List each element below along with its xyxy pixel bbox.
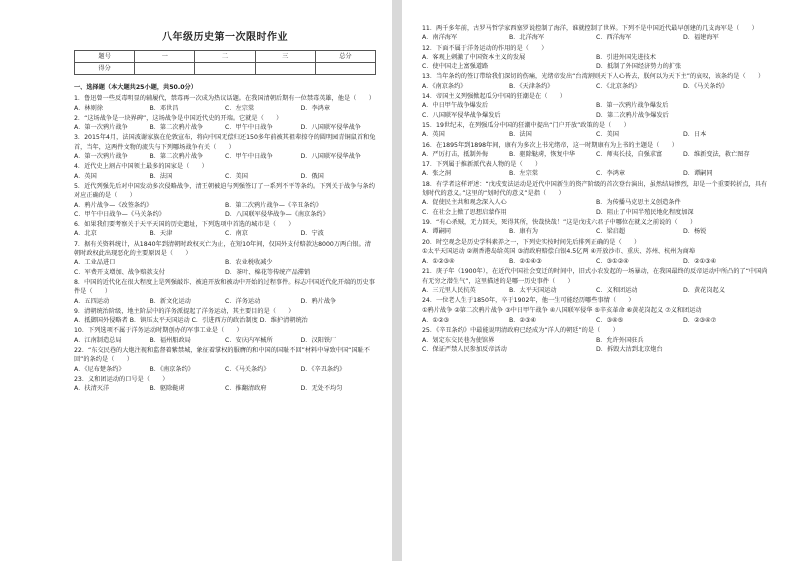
question-stem: 6．如果我们要考察关于天平天国的历史遗址，下列选项中首选的城市是（ ） — [74, 221, 295, 229]
answer-option[interactable]: A．第一次鸦片战争 — [74, 124, 128, 132]
answer-option[interactable]: A．严厉打击，抵制外侮 — [422, 150, 489, 158]
score-table-cell: 三 — [255, 51, 315, 63]
answer-option[interactable]: D．俄国 — [300, 172, 324, 180]
answer-option[interactable]: B．法国 — [149, 172, 173, 180]
question-stem: 7．据有关资料统计，从1840年到清朝时政权灭亡为止，在短10年间，仅国外支付赔款达8000万两白银。清朝时政权此出现恶化的主要原因是（ ） — [74, 240, 371, 258]
answer-options — [422, 130, 770, 139]
answer-options — [422, 150, 770, 159]
answer-option[interactable]: C．八国联军侵华战争爆发后 — [422, 111, 501, 119]
score-input-cell[interactable] — [315, 63, 375, 75]
answer-option[interactable]: B．《南京条约》 — [149, 365, 194, 373]
question-stem: 21．庚子年（1900年），在近代中国社会变迁的时间中，旧式小农发起的一场暴动，在我国最终的反帝运动中所凸的了“中国尚有无穷之潜生气”，这里描述的是哪一历史事件（ ） — [422, 268, 768, 285]
score-table-cell: 总分 — [315, 51, 375, 63]
answer-option[interactable]: B．第二次鸦片战争 — [149, 153, 204, 161]
answer-options — [74, 172, 376, 181]
score-table-cell: 一 — [135, 51, 195, 63]
score-table-header-row — [75, 51, 376, 63]
answer-option[interactable]: C．③④⑤ — [596, 316, 624, 324]
right-page — [402, 0, 794, 561]
answer-option[interactable]: B．引进外国先进技术 — [596, 53, 656, 61]
question-stem: 19．“有心杀贼，无力回天，死得其所，快哉快哉！”这是戊戌六君子中哪位在就义之前说的（ ） — [422, 218, 697, 226]
answer-option[interactable]: A．南洋海军 — [422, 34, 458, 42]
answer-option[interactable]: C．《马关条约》 — [225, 365, 270, 373]
answer-option[interactable]: C．美国 — [225, 172, 248, 180]
answer-option[interactable]: D．宁波 — [300, 230, 324, 238]
answer-option[interactable]: C．南京 — [225, 230, 248, 238]
score-table-cell: 二 — [195, 51, 255, 63]
question-stem: 18．有学者这样评述：“戊戌变法运动是近代中国新生的资产阶级的首次登台演出，虽然结局惨烈，却是一个重要转折点，具有划时代的意义。”这里的“划时代的意义”是指（ ） — [422, 180, 768, 198]
answer-option[interactable]: B．左宗棠 — [509, 170, 538, 178]
answer-option[interactable]: C．师夷长技，自强求富 — [596, 150, 663, 158]
left-page — [0, 0, 392, 561]
answer-option[interactable]: A．第一次鸦片战争 — [74, 153, 128, 161]
answer-options — [422, 101, 770, 120]
answer-options — [74, 384, 376, 393]
answer-options — [422, 198, 770, 217]
score-table — [74, 50, 376, 75]
answer-option[interactable]: A．中日甲午战争爆发后 — [422, 102, 489, 110]
answer-options — [74, 365, 376, 374]
answer-option[interactable]: B．第二次鸦片战争—《辛丑条约》 — [225, 201, 323, 209]
question-stem: 17．下列属于推新派代表人物的是（ ） — [422, 161, 542, 169]
answer-option[interactable]: D．杨锐 — [683, 228, 707, 236]
answer-options — [74, 297, 376, 306]
question-stem: 8．中国的近代化在很大程度上是列强敲诈、被迫开放和被动中开始的过程事件。标志中国近代化开端的历史事件是（ ） — [74, 278, 375, 296]
answer-option[interactable]: C．梁启超 — [596, 228, 626, 236]
answer-option[interactable]: D．八国联军侵华战争—《南京条约》 — [225, 210, 329, 218]
answer-option[interactable]: B．为传播马克思主义创造条件 — [596, 199, 681, 207]
answer-options — [74, 336, 376, 345]
answer-option[interactable]: B．太平天国运动 — [509, 287, 557, 295]
answer-option[interactable]: D．②③④⑦ — [683, 316, 717, 324]
answer-option[interactable]: C．在社会上掀了思想启蒙作用 — [422, 208, 507, 216]
answer-option[interactable]: C．左宗棠 — [225, 104, 255, 112]
answer-option[interactable]: A．促使民主共和观念深入人心 — [422, 199, 507, 207]
answer-options — [74, 104, 376, 113]
answer-option[interactable]: C．推翻清政府 — [225, 385, 267, 393]
score-table-cell: 得分 — [75, 63, 135, 75]
answer-option[interactable]: B．《天津条约》 — [509, 82, 554, 90]
answer-options — [422, 33, 770, 42]
answer-options — [422, 286, 770, 295]
score-input-cell[interactable] — [255, 63, 315, 75]
answer-option[interactable]: C．甲午中日战争—《马关条约》 — [74, 210, 165, 218]
question-stem: 2．“这场战争是一块界碑”，这场战争是中国近代史的开端。它就是（ ） — [74, 114, 283, 122]
answer-option[interactable]: A．北京 — [74, 230, 97, 238]
answer-option[interactable]: C．军费开支增加、战争赔款支付 — [74, 268, 165, 276]
answer-option[interactable]: D．②①③④ — [683, 258, 717, 266]
question-list — [74, 94, 376, 393]
answer-option[interactable]: D．阻止了中国半殖民地化程度加深 — [596, 208, 694, 216]
answer-option[interactable]: D．八国联军侵华战争 — [300, 153, 361, 161]
question-stem: 24．一位老人生于1850年，卒于1902年，他一生可能经历哪些事情（ ） — [422, 297, 635, 305]
answer-option[interactable]: C．《北京条约》 — [596, 82, 641, 90]
answer-option[interactable]: A．林则徐 — [74, 104, 103, 112]
question-stem: 5．近代列强先后对中国发动多次侵略战争，清王朝被迫与列强签订了一系列不平等条约。下列关于战争与条约对应正确的是（ ） — [74, 182, 375, 200]
question-stem: 12．下面不属于洋务运动的作用的是（ ） — [422, 44, 548, 52]
answer-option[interactable]: C．李鸿章 — [596, 170, 626, 178]
answer-option[interactable]: A．谭嗣同 — [422, 228, 451, 236]
answer-option[interactable]: A．抵御国外侵略者 B．镇压太平天国运动 C．引进西方的政治制度 D．维护清朝统治 — [74, 317, 308, 325]
answer-option[interactable]: A．三元里人民抗英 — [422, 287, 476, 295]
answer-option[interactable]: C．甲午中日战争 — [225, 153, 273, 161]
answer-option[interactable]: D．谭嗣同 — [683, 170, 713, 178]
answer-option[interactable]: C．西洋海军 — [596, 34, 632, 42]
answer-option[interactable]: D．茶叶、棉花等传统产品滞销 — [225, 268, 311, 276]
answer-options — [74, 201, 376, 220]
answer-option[interactable]: B．农业税收减少 — [225, 259, 273, 267]
question-stem: 13．当年条约的签订带给我们深切的伤痛，光绪帝发出“台湾割则天下人心皆去，朕何以为天下主”的哀叹，该条约是（ ） — [422, 73, 765, 81]
answer-option[interactable]: B．北洋海军 — [509, 34, 545, 42]
answer-option[interactable]: A．《尼布楚条约》 — [74, 365, 125, 373]
question-stem: 15．19世纪末，在列强瓜分中国的狂潮中提出“门户开放”政策的是（ ） — [422, 121, 630, 129]
answer-option[interactable]: D．拆毁大沽到北京炮台 — [596, 345, 663, 353]
question-stem: 9．清朝统治阶级，地主阶层中的洋务派提起了洋务运动，其主要目的是（ ） — [74, 307, 295, 315]
answer-option[interactable]: B．②③④ — [509, 316, 537, 324]
score-input-cell[interactable] — [195, 63, 255, 75]
answer-options — [74, 229, 376, 238]
answer-option[interactable]: D．维新变法，救亡图存 — [683, 150, 750, 158]
answer-option[interactable]: D．八国联军侵华战争 — [300, 124, 361, 132]
answer-option[interactable]: B．法国 — [509, 131, 532, 139]
answer-option[interactable]: B．新文化运动 — [149, 297, 191, 305]
answer-options — [74, 258, 376, 277]
answer-options — [422, 257, 770, 266]
answer-option[interactable]: C．安庆内军械所 — [225, 336, 273, 344]
answer-option[interactable]: A．工业品进口 — [74, 259, 116, 267]
answer-option[interactable]: B．驱除鞑虏，恢复中华 — [509, 150, 576, 158]
answer-option[interactable]: D．黄花岗起义 — [683, 287, 725, 295]
question-stem: 22．“东交民巷的大炮注视和监督着紫禁城，象征着掌权的服膺的和中国的国耻不回”材料中导致中国“国耻不回”的条约是（ ） — [74, 347, 370, 364]
answer-option[interactable]: D．鸦片战争 — [300, 297, 337, 305]
answer-option[interactable]: B．天津 — [149, 230, 173, 238]
answer-option[interactable]: A．划定东交民巷为使馆界 — [422, 336, 495, 344]
question-stem: 11．两千多年前，古罗马哲学家西塞罗说控制了海洋，谁就控制了世界。下列不是中国近代最早创建的几支海军是（ ） — [422, 25, 758, 32]
answer-option[interactable]: B．福州船政局 — [149, 336, 191, 344]
answer-option[interactable]: A．扶清灭洋 — [74, 385, 110, 393]
question-stem: 20．时空观念是历史学科素养之一，下列史实按时间先后排列正确的是（ ） — [422, 238, 641, 246]
answer-option[interactable]: A．江南制造总局 — [74, 336, 122, 344]
answer-option[interactable]: A．鸦片战争—《改签条约》 — [74, 201, 153, 209]
answer-options — [422, 316, 770, 325]
answer-option[interactable]: A．英国 — [422, 131, 445, 139]
page-title: 八年级历史第一次限时作业 — [162, 32, 288, 43]
answer-options — [422, 169, 770, 178]
answer-option[interactable]: A．五四运动 — [74, 297, 110, 305]
answer-option[interactable]: ①鸦片战争 ②第二次鸦片战争 ③中日甲午战争 ④八国联军侵华 ⑤辛亥革命 ⑥黄花岗起义 ⑦义和团运动 — [422, 306, 702, 314]
answer-options — [422, 247, 770, 256]
answer-option[interactable]: B．允许外国驻兵 — [596, 336, 644, 344]
answer-option[interactable]: ①太平天国运动 ②割香港岛给英国 ③清政府赔偿白银4.5亿两 ④开放沙市、重庆、苏州、杭州为商埠 — [422, 247, 696, 255]
question-list — [422, 24, 770, 354]
answer-option[interactable]: A．张之洞 — [422, 170, 451, 178]
answer-option[interactable]: D．《辛丑条约》 — [300, 365, 346, 373]
score-input-cell[interactable] — [135, 63, 195, 75]
question-stem: 23．义和团运动的口号是（ ） — [74, 375, 169, 383]
answer-option[interactable]: C．③①②④ — [596, 258, 629, 266]
answer-option[interactable]: C．洋务运动 — [225, 297, 261, 305]
answer-option[interactable]: D．汉阳铁厂 — [300, 336, 337, 344]
score-table-score-row — [75, 63, 376, 75]
answer-option[interactable]: B．②①④③ — [509, 258, 542, 266]
answer-options — [74, 123, 376, 132]
answer-option[interactable]: C．甲午中日战争 — [225, 124, 273, 132]
answer-option[interactable]: D．无处不均匀 — [300, 385, 343, 393]
question-stem: 3．2015年4月，法国波谢家族在伦敦宣布，将向中国无偿归还150多年前被其祖辈掠夺的圆明园青铜鼠首和兔首，当年，这两件文物的流失与下列哪场战争有关（ ） — [74, 134, 376, 151]
answer-option[interactable]: D．福建海军 — [683, 34, 719, 42]
answer-options — [422, 53, 770, 72]
answer-option[interactable]: D．第二次鸦片战争爆发后 — [596, 111, 669, 119]
answer-option[interactable]: A．①②③ — [422, 316, 450, 324]
answer-option[interactable]: C．保证严禁人民参加反帝活动 — [422, 345, 507, 353]
answer-option[interactable]: D．日本 — [683, 131, 707, 139]
answer-option[interactable]: C．义和团运动 — [596, 287, 638, 295]
answer-options — [422, 306, 770, 315]
answer-option[interactable]: C．美国 — [596, 131, 619, 139]
question-stem: 16．在1895年到1898年间，康有为多次上书光绪帝，这一时期康有为上书的主题是（ ） — [422, 141, 678, 149]
question-stem: 1．鲁迅曾一些反毒明显的辅履代，禁毒再一次成为热议话题。在我国清朝后期有一位禁毒英雄，他是（ ） — [74, 95, 375, 103]
answer-options — [422, 82, 770, 91]
answer-option[interactable]: C．使中国走上富强道路 — [422, 63, 489, 71]
answer-options — [422, 227, 770, 236]
answer-option[interactable]: B．驱除鞑虏 — [149, 385, 185, 393]
answer-option[interactable]: B．第一次鸦片战争爆发后 — [596, 102, 669, 110]
question-stem: 25．《辛丑条约》中最能说明清政府已经成为“洋人的朝廷”的是（ ） — [422, 327, 619, 335]
answer-option[interactable]: A．英国 — [74, 172, 97, 180]
answer-option[interactable]: A．《南京条约》 — [422, 82, 467, 90]
answer-option[interactable]: D．《马关条约》 — [683, 82, 728, 90]
score-table-cell: 题号 — [75, 51, 135, 63]
answer-options — [74, 316, 376, 325]
answer-options — [422, 336, 770, 355]
answer-options — [74, 152, 376, 161]
answer-option[interactable]: D．李鸿章 — [300, 104, 331, 112]
answer-option[interactable]: B．康有为 — [509, 228, 538, 236]
answer-option[interactable]: A．①②③④ — [422, 258, 455, 266]
answer-option[interactable]: D．抵制了外国经济势力的扩张 — [596, 63, 682, 71]
question-stem: 14．帝国主义列强掀起瓜分中国的狂潮是在（ ） — [422, 93, 566, 101]
answer-option[interactable]: B．邓世昌 — [149, 104, 179, 112]
question-stem: 4．近代史上割占中国领土最多的国家是（ ） — [74, 163, 208, 171]
answer-option[interactable]: A．客观上刺激了中国资本主义的发展 — [422, 53, 526, 61]
answer-option[interactable]: B．第二次鸦片战争 — [149, 124, 204, 132]
section-heading: 一、选择题（本大题共25小题，共50.0分） — [74, 84, 197, 91]
question-stem: 10．下列选项不属于洋务运动时期创办的军事工业是（ ） — [74, 327, 243, 335]
